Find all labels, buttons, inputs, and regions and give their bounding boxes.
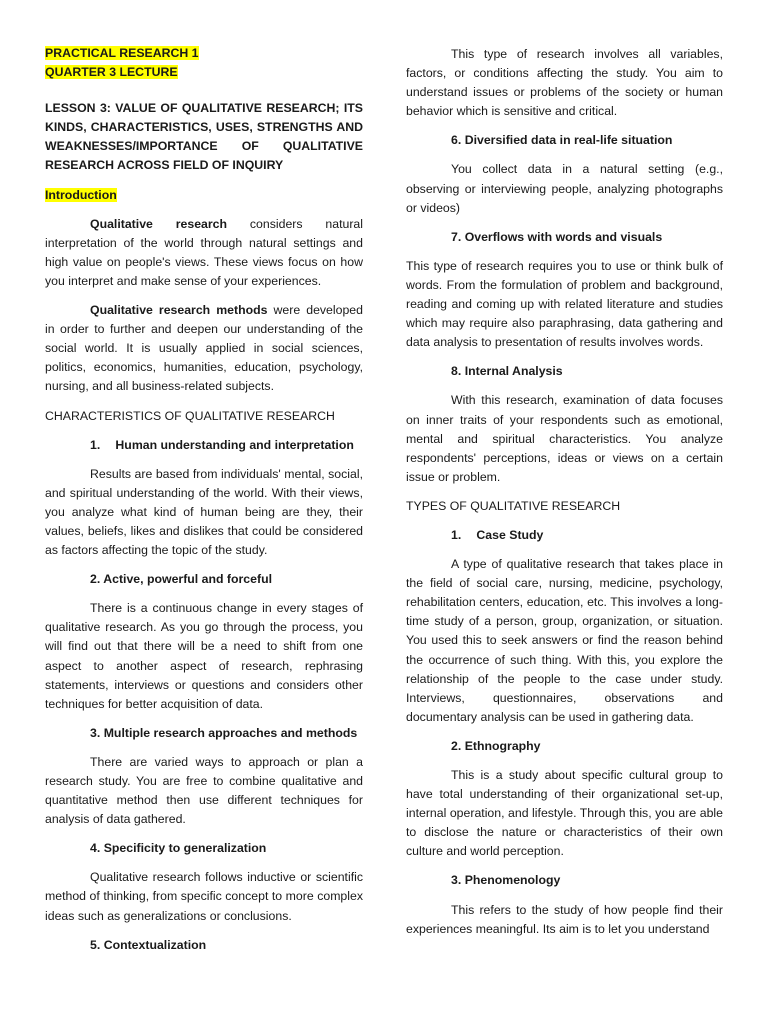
lesson-title: LESSON 3: VALUE OF QUALITATIVE RESEARCH; ITS KINDS, CHARACTERISTICS, USES, STRENGTHS AND WEAKNESSES/IMPORTANCE OF QUALITATIVE RESEARCH ACROSS FIELD OF INQUIRY (45, 101, 363, 173)
intro-p2-lead: Qualitative research methods (90, 303, 268, 318)
characteristic-heading-6: 6. Diversified data in real-life situation (451, 133, 673, 148)
type-text-3: This refers to the study of how people find their experiences meaningful. Its aim is to let you understand (406, 902, 723, 936)
characteristic-heading-3: 3. Multiple research approaches and methods (90, 725, 358, 740)
characteristics-heading: CHARACTERISTICS OF QUALITATIVE RESEARCH (45, 408, 335, 423)
right-column (406, 45, 723, 949)
intro-paragraph-1 (45, 215, 363, 291)
characteristic-text-3: There are varied ways to approach or plan a research study. You are free to combine qualitative and quantitative method then use different techniques for analysis of data gathered. (45, 754, 363, 827)
type-text-1: A type of qualitative research that takes place in the field of social care, nursing, medicine, psychology, rehabilitation centers, education, etc. This involves a long-time study of a person, group, organization, or situation. You used this to seek answers or find the reason behind the occurrence of such thing. With this, you explore the relationship of the people to the case under study. Interviews, questionnaires, observations and documentary analysis can be used in gathering data. (406, 557, 723, 724)
characteristic-text-1: Results are based from individuals' mental, social, and spiritual understanding of the world. With their views, you analyze what kind of human being are they, their values, beliefs, likes and dislikes that could be considered as factors affecting the topic of the study. (45, 466, 363, 558)
course-title-line2: QUARTER 3 LECTURE (45, 65, 178, 80)
characteristic-text-4: Qualitative research follows inductive or scientific method of thinking, from specific concept to more complex ideas such as generalizations or conclusions. (45, 870, 363, 923)
course-title (45, 44, 363, 82)
type-text-2: This is a study about specific cultural group to have total understanding of their organizational set-up, internal operation, and lifestyle. Through this, you are able to disclose the nature or characteristics of their own culture and world perception. (406, 768, 723, 859)
characteristic-heading-7: 7. Overflows with words and visuals (451, 229, 663, 244)
characteristic-text-7: This type of research requires you to use or think bulk of words. From the formulation of problem and background, reading and coming up with related literature and studies which may require also paraphrasing, data gathering and data analysis to presentation of results involves words. (406, 258, 723, 350)
intro-paragraph-2 (45, 301, 363, 396)
characteristic-heading-2: 2. Active, powerful and forceful (90, 572, 272, 587)
intro-p2-rest: were developed in order to further and deepen our understanding of the social world. It is usually applied in social sciences, politics, economics, humanities, education, psychology, nursing, and all business-related subjects. (45, 303, 363, 394)
characteristic-text-8: With this research, examination of data focuses on inner traits of your respondents such as emotional, mental and spiritual characteristics. You analyze respondents' perceptions, ideas or views on a certain issue or problem. (406, 393, 723, 484)
intro-p1-rest: considers natural interpretation of the world through natural settings and high value on people's views. These views focus on how you interpret and make sense of your experiences. (45, 216, 363, 288)
left-column (45, 44, 363, 965)
course-title-line1: PRACTICAL RESEARCH 1 (45, 46, 199, 60)
characteristic-text-5: This type of research involves all variables, factors, or conditions affecting the study. You aim to understand issues or problems of the society or human behavior which is sensitive and critical. (406, 47, 723, 119)
characteristic-text-6: You collect data in a natural setting (e.g., observing or interviewing people, analyzing photographs or videos) (406, 162, 723, 215)
characteristic-heading-1: 1. Human understanding and interpretation (90, 437, 354, 452)
characteristic-heading-5: 5. Contextualization (90, 937, 207, 952)
characteristic-heading-8: 8. Internal Analysis (451, 364, 563, 379)
introduction-label: Introduction (45, 187, 117, 202)
characteristic-text-2: There is a continuous change in every stages of qualitative research. As you go through the process, you will find out that there will be a need to shift from one aspect to another aspect of research, rephrasing statements, interviews or questions and considers other techniques for better acquisition of data. (45, 601, 363, 711)
type-heading-2: 2. Ethnography (451, 738, 541, 753)
type-heading-1: 1. Case Study (451, 527, 544, 542)
intro-p1-lead: Qualitative research (90, 216, 228, 231)
characteristic-heading-4: 4. Specificity to generalization (90, 841, 267, 856)
types-heading: TYPES OF QUALITATIVE RESEARCH (406, 498, 621, 513)
type-heading-3: 3. Phenomenology (451, 873, 561, 888)
